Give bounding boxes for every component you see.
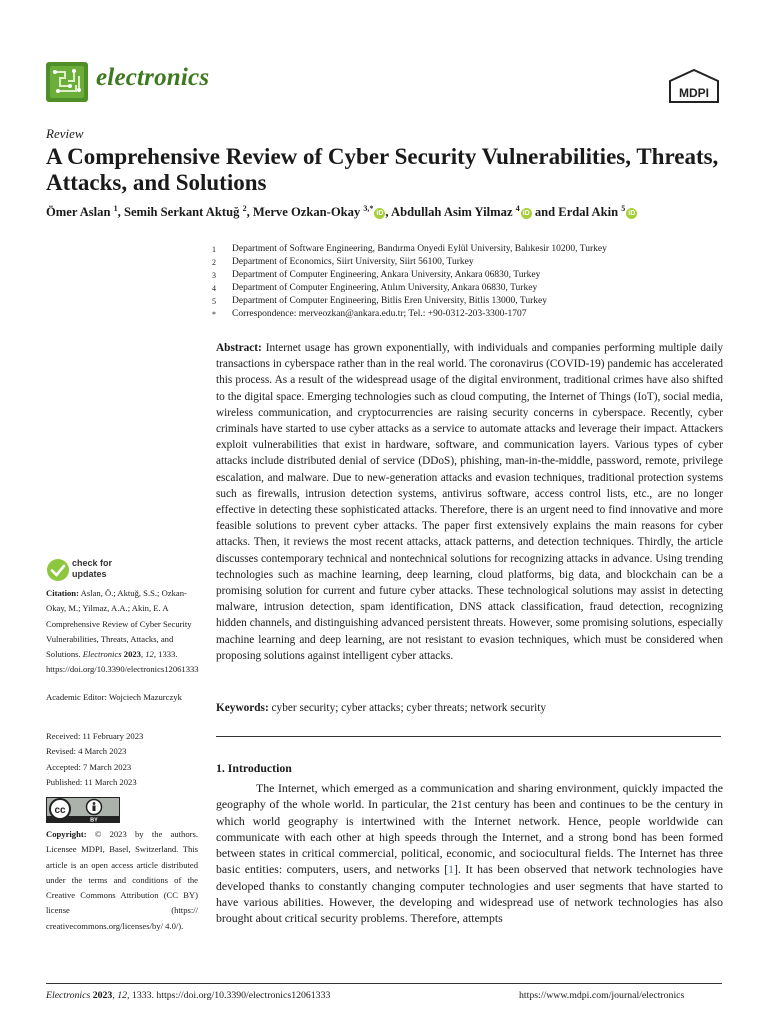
affiliation-text: Correspondence: merveozkan@ankara.edu.tr; Tel.: +90-0312-203-3300-1707 [232, 309, 527, 319]
paper-title: A Comprehensive Review of Cyber Security Vulnerabilities, Threats, Attacks, and Solutions [46, 144, 719, 195]
affiliation-number: 1 [212, 245, 216, 254]
check-for-updates-icon[interactable] [46, 558, 70, 582]
affiliation-item [212, 295, 732, 308]
intro-text-part2: ]. It has been observed that network technologies have developed thanks to constantly changing computer technologies and user segments that have started to have various abilities. However, the developing and widespread use of network technologies has also brought about critical security problems. Therefore, attempts [216, 862, 723, 926]
affiliation-item [212, 308, 732, 321]
footer-divider [46, 983, 722, 984]
affiliation-item [212, 243, 732, 256]
author-name: Abdullah Asim Yilmaz [391, 205, 516, 220]
intro-text-part1: The Internet, which emerged as a communication and sharing environment, quickly impacted the geography of the whole world. In particular, the 21st century has been and continues to be the century in which world geography is intertwined with the Internet network. Hence, people worldwide can communicate with each other at high speeds through the Internet, and a strong bond has been formed between states in critical commercial, political, economic, and sociocultural fields. The Internet has three basic entities: computers, users, and networks [ [216, 781, 723, 877]
affiliation-text: Department of Computer Engineering, Bitlis Eren University, Bitlis 13000, Turkey [232, 296, 547, 306]
keywords-label: Keywords: [216, 702, 269, 714]
affiliation-item [212, 269, 732, 282]
author-affiliation-marker: 4 [515, 204, 520, 213]
author-list: Ömer Aslan $^1$, Semih Serkant Aktuğ $^2$, Merve Ozkan-Okay $^{3,*}$iD , Abdullah Asim Yilmaz $^4$iD and Erdal Akin $^5$iD [46, 204, 636, 220]
date-accepted: Accepted: 7 March 2023 [46, 761, 132, 772]
affiliation-number: * [212, 310, 216, 319]
section-heading-introduction: 1. Introduction [216, 761, 292, 775]
article-type: Review [46, 126, 84, 141]
affiliation-item [212, 282, 732, 295]
reference-link[interactable]: 1 [448, 862, 455, 877]
affiliation-number: 3 [212, 271, 216, 280]
check-for-updates-label[interactable] [72, 558, 112, 580]
citation-doi[interactable]: , 1333. https://doi.org/10.3390/electronics12061333 [46, 649, 199, 675]
affiliation-number: 4 [212, 284, 216, 293]
footer-doi[interactable]: , 1333. https://doi.org/10.3390/electronics12061333 [127, 990, 331, 1001]
citation-block: Citation: Aslan, Ö.; Aktuğ, S.S.; Ozkan-Okay, M.; Yilmaz, A.A.; Akin, E. A Comprehensive Review of Cyber Security Vulnerabilities, Threats, Attacks, and Solutions. Electronics 2023, 12, 1333. https://doi.org/10.3390/electronics12061333 [46, 588, 199, 675]
copyright-notice [46, 827, 198, 934]
affiliation-number: 2 [212, 258, 216, 267]
keywords-text: cyber security; cyber attacks; cyber threats; network security [271, 702, 547, 714]
author-name: Semih Serkant Aktuğ [123, 205, 243, 220]
svg-text:cc: cc [54, 805, 66, 816]
author-affiliation-marker: 2 [242, 204, 247, 213]
author-name: Erdal Akin [558, 205, 622, 220]
footer-year: 2023 [92, 990, 113, 1001]
date-received: Received: 11 February 2023 [46, 731, 144, 741]
publication-dates [46, 729, 201, 790]
citation-text: Aslan, Ö.; Aktuğ, S.S.; Ozkan-Okay, M.; Yilmaz, A.A.; Akin, E. A Comprehensive Review of Cyber Security Vulnerabilities, Threats, Attacks, and Solutions. [46, 588, 192, 660]
mdpi-logo-text: MDPI [679, 86, 709, 100]
orcid-icon[interactable]: iD [522, 210, 530, 218]
author-name: Merve Ozkan-Okay [252, 205, 364, 220]
affiliation-text: Department of Software Engineering, Bandırma Onyedi Eylül University, Balıkesir 10200, Turkey [232, 244, 607, 254]
abstract-text: Internet usage has grown exponentially, with individuals and companies performing multiple daily transactions in cyberspace rather than in the real world. The coronavirus (COVID-19) pandemic has accelerated this process. As a result of the widespread usage of the digital environment, traditional crimes have also shifted to the digital space. Emerging technologies such as cloud computing, the Internet of Things (IoT), social media, wireless communication, and cryptocurrencies are raising security concerns in cyberspace. Recently, cyber criminals have started to use cyber attacks as a service to automate attacks and leverage their impact. Attackers exploit vulnerabilities that exist in hardware, software, and communication layers. Various types of cyber attacks include distributed denial of service (DDoS), phishing, man-in-the-middle, password, remote, privilege escalation, and malware. Due to new-generation attacks and evasion techniques, traditional protection systems such as firewalls, intrusion detection systems, antivirus software, access control lists, etc., are no longer effective in detecting these sophisticated attacks. Therefore, there is an urgent need to find innovative and more feasible solutions to prevent cyber attacks. The paper first extensively explains the main reasons for cyber attacks. Then, it reviews the most recent attacks, attack patterns, and detection techniques. Thirdly, the article discusses contemporary technical and nontechnical solutions for recognizing attacks in advance. Using trending technologies such as machine learning, deep learning, cloud platforms, big data, and blockchain can be a promising solution for current and future cyber attacks. These technological solutions may assist in detecting malware, intrusion detection, spam identification, DNS attack classification, fraud detection, recognizing hidden channels, and distinguishing advanced persistent threats. However, some promising solutions, especially machine learning and deep learning, are not resistant to evasion techniques, which must be considered when proposing solutions against intelligent cyber attacks. [216, 342, 723, 662]
affiliation-number: 5 [212, 297, 216, 306]
citation-volume: 12 [145, 649, 154, 660]
citation-journal: Electronics [82, 649, 122, 660]
check-updates-line2: updates [72, 569, 107, 579]
orcid-icon[interactable]: iD [628, 210, 636, 218]
journal-logo-icon [46, 62, 88, 102]
abstract [216, 340, 723, 664]
academic-editor: Academic Editor: Wojciech Mazurczyk [46, 692, 182, 702]
cc-by-license-icon[interactable] [46, 797, 120, 823]
footer-volume: 12 [117, 990, 128, 1001]
introduction-paragraph [216, 780, 723, 927]
author-affiliation-marker: 3,* [363, 204, 374, 213]
affiliation-text: Department of Computer Engineering, Atılım University, Ankara 06830, Turkey [232, 283, 538, 293]
abstract-label: Abstract: [216, 342, 262, 354]
date-revised: Revised: 4 March 2023 [46, 746, 127, 757]
section-divider [216, 736, 721, 737]
copyright-text: © 2023 by the authors. Licensee MDPI, Basel, Switzerland. This article is an open access article distributed under the terms and conditions of the Creative Commons Attribution (CC BY) license (https:// creativecommons.org/licenses/by/ 4.0/). [46, 829, 198, 931]
date-published: Published: 11 March 2023 [46, 776, 137, 787]
footer-citation: Electronics 2023, 12, 1333. https://doi.org/10.3390/electronics12061333 [46, 990, 331, 1001]
journal-name: electronics [96, 64, 210, 91]
cc-badge-text: BY [90, 817, 98, 823]
check-updates-line1: check for [72, 558, 113, 568]
keywords [216, 701, 723, 716]
affiliation-text: Department of Economics, Siirt University, Siirt 56100, Turkey [232, 257, 474, 267]
citation-year: 2023 [123, 649, 141, 660]
mdpi-logo-icon [668, 69, 720, 103]
footer-journal: Electronics [46, 990, 91, 1001]
affiliation-text: Department of Computer Engineering, Ankara University, Ankara 06830, Turkey [232, 270, 541, 280]
author-affiliation-marker: 5 [621, 204, 626, 213]
copyright-label: Copyright: [46, 829, 87, 839]
affiliation-item [212, 256, 732, 269]
orcid-icon[interactable]: iD [376, 210, 384, 218]
citation-label: Citation: [46, 588, 79, 598]
footer-journal-url[interactable]: https://www.mdpi.com/journal/electronics [519, 990, 685, 1001]
affiliation-list [212, 243, 732, 321]
author-affiliation-marker: 1 [113, 204, 118, 213]
author-name: Ömer Aslan [46, 205, 114, 220]
